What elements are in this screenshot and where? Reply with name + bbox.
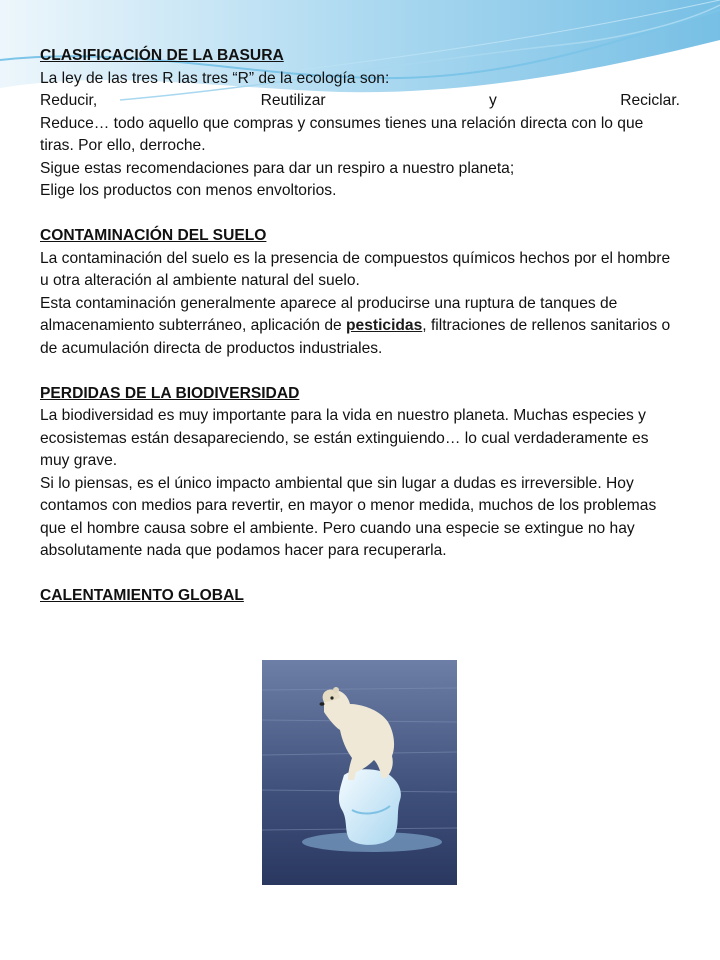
heading-clasificacion: CLASIFICACIÓN DE LA BASURA <box>40 47 284 64</box>
polar-bear-image <box>262 660 457 885</box>
paragraph-envoltorios: Elige los productos con menos envoltorios. <box>40 182 337 199</box>
causas-text-start: Esta contaminación generalmente aparece al producirse una ruptura de tanques de almacenamiento subterráneo, aplicación de <box>40 294 618 334</box>
document-body <box>40 45 680 608</box>
heading-contaminacion: CONTAMINACIÓN DEL SUELO <box>40 227 267 244</box>
paragraph-recomendaciones: Sigue estas recomendaciones para dar un respiro a nuestro planeta; <box>40 159 515 177</box>
three-r-line <box>40 90 680 113</box>
word-reciclar: Reciclar. <box>620 92 680 109</box>
pesticidas-link[interactable]: pesticidas <box>346 317 423 334</box>
paragraph-reduce: Reduce… todo aquello que compras y consumes tienes una relación directa con lo que tiras. Por ello, derroche. <box>40 114 644 154</box>
causas-text-end: , filtraciones de rellenos sanitarios o de acumulación directa de productos industriales. <box>40 317 671 357</box>
heading-calentamiento: CALENTAMIENTO GLOBAL <box>40 587 244 604</box>
word-reutilizar: Reutilizar <box>260 92 326 109</box>
paragraph-contaminacion-def: La contaminación del suelo es la presencia de compuestos químicos hechos por el hombre u otra alteración al ambiente natural del suelo. <box>40 249 671 289</box>
paragraph-tres-r: La ley de las tres R las tres “R” de la ecología son: <box>40 69 390 87</box>
word-reducir: Reducir, <box>40 92 98 109</box>
heading-biodiversidad: PERDIDAS DE LA BIODIVERSIDAD <box>40 384 300 402</box>
paragraph-biodiversidad-2: Si lo piensas, es el único impacto ambiental que sin lugar a dudas es irreversible. Hoy contamos con medios para revertir, en mayor o menor medida, muchos de los problemas que el hombre causa sobre el ambiente. Pero cuando una especie se extingue no hay absolutamente nada que podamos hacer para recuperarla. <box>40 474 657 559</box>
word-y: y <box>489 92 497 109</box>
paragraph-biodiversidad-1: La biodiversidad es muy importante para la vida en nuestro planeta. Muchas especies y ecosistemas están desapareciendo, se están extinguiendo… lo cual verdaderamente es muy grave. <box>40 407 649 469</box>
paragraph-contaminacion-causas <box>40 293 680 361</box>
